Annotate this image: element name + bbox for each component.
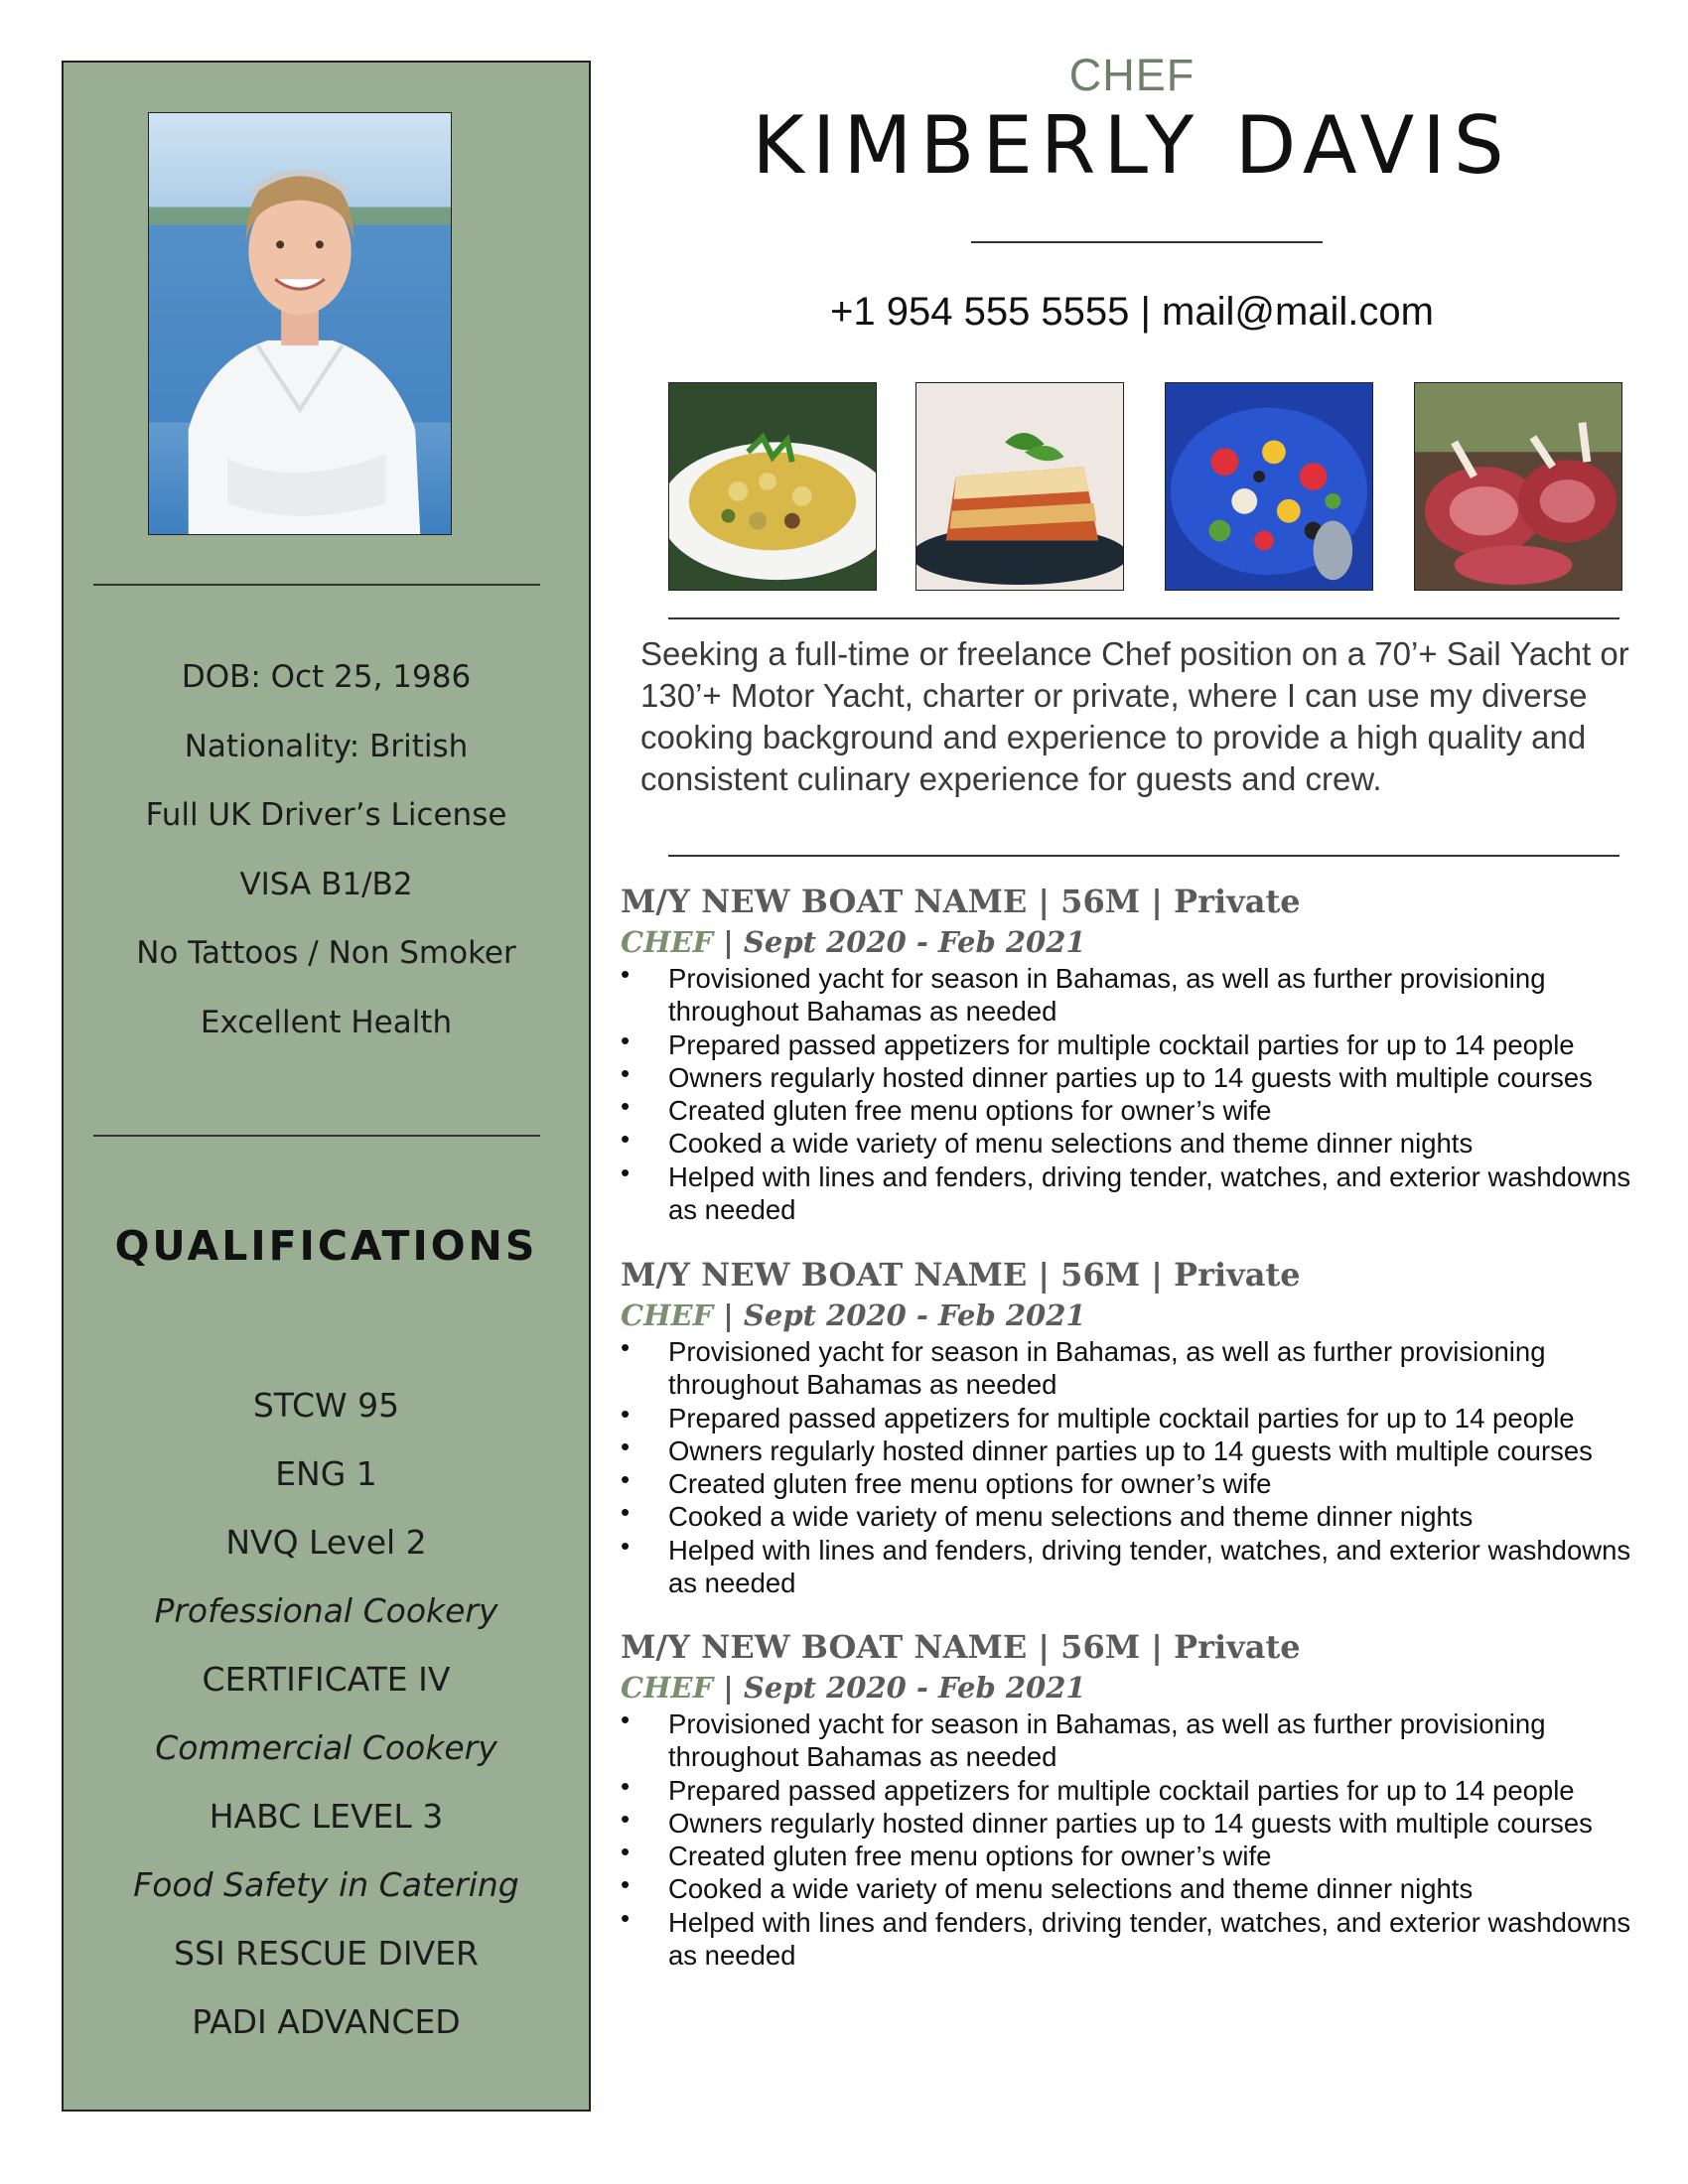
duty-item: • Provisioned yacht for season in Bahamas, as well as further provisioning throughout Bahamas as needed (621, 962, 1658, 1028)
job-duties (621, 962, 1658, 1226)
visa: VISA B1/B2 (239, 866, 413, 902)
qualification-item: Commercial Cookery (155, 1728, 497, 1767)
duty-item: • Owners regularly hosted dinner parties up to 14 guests with multiple courses (621, 1434, 1658, 1467)
divider (93, 584, 540, 586)
duty-item: • Owners regularly hosted dinner parties up to 14 guests with multiple courses (621, 1807, 1658, 1840)
food-photo-salad (1165, 382, 1373, 591)
duty-item: • Helped with lines and fenders, driving tender, watches, and exterior washdowns as needed (621, 1534, 1658, 1600)
divider (668, 855, 1619, 857)
divider (93, 1135, 540, 1137)
career-objective: Seeking a full-time or freelance Chef position on a 70’+ Sail Yacht or 130’+ Motor Yacht, charter or private, where I can use my diverse cooking background and experience to provide a high quality and consistent culinary experience for guests and crew. (640, 635, 1629, 797)
job-role-dates (621, 922, 1658, 962)
food-photo-lasagna (915, 382, 1124, 591)
job-title-kicker: CHEF (1068, 50, 1196, 100)
job-vessel: M/Y NEW BOAT NAME | 56M | Private (621, 1256, 1301, 1294)
job-role: CHEF (621, 925, 714, 959)
food-photo-lamb (1414, 382, 1622, 591)
duty-item: • Helped with lines and fenders, driving tender, watches, and exterior washdowns as needed (621, 1160, 1658, 1227)
qualification-item: Professional Cookery (154, 1591, 498, 1630)
duty-item: • Prepared passed appetizers for multiple cocktail parties for up to 14 people (621, 1402, 1658, 1434)
job-dates: | Sept 2020 - Feb 2021 (713, 1298, 1086, 1332)
tattoos-smoker: No Tattoos / Non Smoker (136, 935, 516, 971)
job-duties (621, 1335, 1658, 1599)
duty-item: • Cooked a wide variety of menu selections and theme dinner nights (621, 1500, 1658, 1533)
job-entry (621, 1626, 1658, 1972)
divider (668, 617, 1619, 619)
job-entry (621, 881, 1658, 1226)
qualification-item: PADI ADVANCED (192, 2002, 461, 2041)
duty-item: • Prepared passed appetizers for multiple cocktail parties for up to 14 people (621, 1028, 1658, 1061)
job-entry (621, 1254, 1658, 1599)
personal-info-list (64, 643, 589, 1057)
nationality: Nationality: British (184, 728, 469, 764)
qualifications-heading: QUALIFICATIONS (114, 1222, 538, 1270)
duty-item: • Owners regularly hosted dinner parties up to 14 guests with multiple courses (621, 1061, 1658, 1094)
duty-item: • Provisioned yacht for season in Bahamas, as well as further provisioning throughout Bahamas as needed (621, 1335, 1658, 1402)
job-role: CHEF (621, 1298, 714, 1332)
duty-item: • Cooked a wide variety of menu selections and theme dinner nights (621, 1872, 1658, 1905)
sidebar (62, 61, 591, 2112)
duty-item: • Helped with lines and fenders, driving tender, watches, and exterior washdowns as needed (621, 1906, 1658, 1973)
candidate-name: KIMBERLY DAVIS (752, 99, 1512, 192)
portrait-illustration (149, 113, 451, 534)
divider (971, 241, 1323, 243)
job-vessel: M/Y NEW BOAT NAME | 56M | Private (621, 883, 1301, 920)
profile-photo (148, 112, 452, 535)
duty-item: • Prepared passed appetizers for multiple cocktail parties for up to 14 people (621, 1774, 1658, 1807)
duty-item: • Cooked a wide variety of menu selections and theme dinner nights (621, 1127, 1658, 1160)
qualification-item: SSI RESCUE DIVER (174, 1934, 479, 1973)
duty-item: • Created gluten free menu options for owner’s wife (621, 1094, 1658, 1127)
qualification-item: Food Safety in Catering (133, 1865, 519, 1904)
duty-item: • Created gluten free menu options for owner’s wife (621, 1467, 1658, 1500)
job-role: CHEF (621, 1671, 714, 1705)
health: Excellent Health (200, 1004, 453, 1040)
duty-item: • Created gluten free menu options for owner’s wife (621, 1840, 1658, 1872)
drivers-license: Full UK Driver’s License (145, 797, 507, 833)
job-role-dates (621, 1668, 1658, 1707)
dob: DOB: Oct 25, 1986 (181, 659, 472, 695)
duty-item: • Provisioned yacht for season in Bahamas, as well as further provisioning throughout Bahamas as needed (621, 1707, 1658, 1774)
food-photo-pasta (668, 382, 877, 591)
contact-info: +1 954 555 5555 | mail@mail.com (830, 290, 1434, 334)
qualification-item: NVQ Level 2 (225, 1523, 427, 1562)
qualification-item: CERTIFICATE IV (202, 1660, 451, 1699)
qualification-item: STCW 95 (252, 1386, 400, 1425)
qualification-item: HABC LEVEL 3 (209, 1797, 444, 1836)
job-role-dates (621, 1296, 1658, 1335)
job-dates: | Sept 2020 - Feb 2021 (713, 1671, 1086, 1705)
qualification-item: ENG 1 (275, 1454, 377, 1493)
job-duties (621, 1707, 1658, 1972)
job-vessel: M/Y NEW BOAT NAME | 56M | Private (621, 1628, 1301, 1666)
job-dates: | Sept 2020 - Feb 2021 (713, 925, 1086, 959)
qualifications-list (64, 1371, 589, 2056)
